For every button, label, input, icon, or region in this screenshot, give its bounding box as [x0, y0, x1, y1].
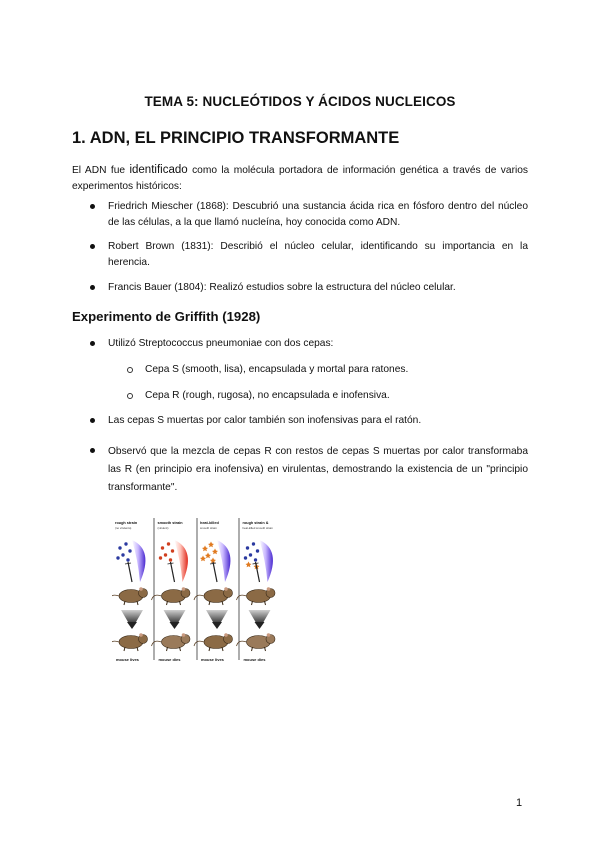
hollow-bullet-icon [127, 393, 133, 399]
intro-text-end: como la molécula portadora de información genética a través de varios experimentos históricos: [72, 165, 528, 192]
bullet-text: Utilizó Streptococcus pneumoniae con dos cepas: [108, 338, 334, 349]
panel-result-label: mouse lives [116, 657, 139, 662]
bullet-icon [90, 285, 95, 290]
panel-subheader: smooth strain [200, 526, 217, 530]
panel-header: rough strain [115, 521, 138, 525]
panel-subheader: (virulent) [157, 526, 169, 530]
bullet-text: Robert Brown (1831): Describió el núcleo celular, identificando su importancia en la herencia. [108, 241, 528, 268]
bullet-text: Friedrich Miescher (1868): Descubrió una sustancia ácida rica en fósforo dentro del núcleo de las células, a la que llamó nucleína, hoy conocida como ADN. [108, 201, 528, 228]
bullet-icon [90, 418, 95, 423]
panel-subheader: (no virulento) [115, 526, 132, 530]
main-title: TEMA 5: NUCLEÓTIDOS Y ÁCIDOS NUCLEICOS [144, 94, 456, 109]
bullet-text: Las cepas S muertas por calor también son inofensivas para el ratón. [108, 415, 422, 426]
panel-header: rough strain & [242, 521, 269, 525]
intro-text-start: El ADN fue [72, 165, 130, 176]
sub-bullet-text: Cepa S (smooth, lisa), encapsulada y mortal para ratones. [145, 364, 409, 375]
section-title-griffith: Experimento de Griffith (1928) [72, 309, 261, 324]
panel-subheader: heat-killed smooth strain [242, 526, 273, 530]
list-item [108, 199, 528, 231]
list-item [108, 443, 528, 497]
bullet-icon [90, 204, 95, 209]
list-item [108, 280, 528, 296]
list-item [108, 239, 528, 271]
intro-paragraph [72, 162, 528, 195]
intro-highlight-word: identificado [129, 164, 188, 176]
bullet-text: Observó que la mezcla de cepas R con restos de cepas S muertas por calor transformaba las R (en principio era inofensiva) en virulentas, demostrando la existencia de un "principio transformante". [108, 446, 528, 493]
bullet-icon [90, 244, 95, 249]
bullet-icon [90, 448, 95, 453]
list-item [145, 362, 528, 378]
panel-header: smooth strain [157, 521, 183, 525]
griffith-experiment-figure [112, 518, 282, 668]
list-item [145, 388, 528, 404]
panel-header: heat-killed [200, 521, 219, 525]
list-item [108, 413, 528, 429]
bullet-text: Francis Bauer (1804): Realizó estudios sobre la estructura del núcleo celular. [108, 282, 456, 293]
panel-result-label: mouse lives [201, 657, 224, 662]
panel-result-label: mouse dies [158, 657, 181, 662]
list-item [108, 336, 528, 352]
sub-bullet-text: Cepa R (rough, rugosa), no encapsulada e inofensiva. [145, 390, 390, 401]
hollow-bullet-icon [127, 367, 133, 373]
bullet-icon [90, 341, 95, 346]
page-number: 1 [516, 797, 523, 809]
section-title-adn: 1. ADN, EL PRINCIPIO TRANSFORMANTE [72, 129, 400, 147]
panel-result-label: mouse dies [243, 657, 266, 662]
